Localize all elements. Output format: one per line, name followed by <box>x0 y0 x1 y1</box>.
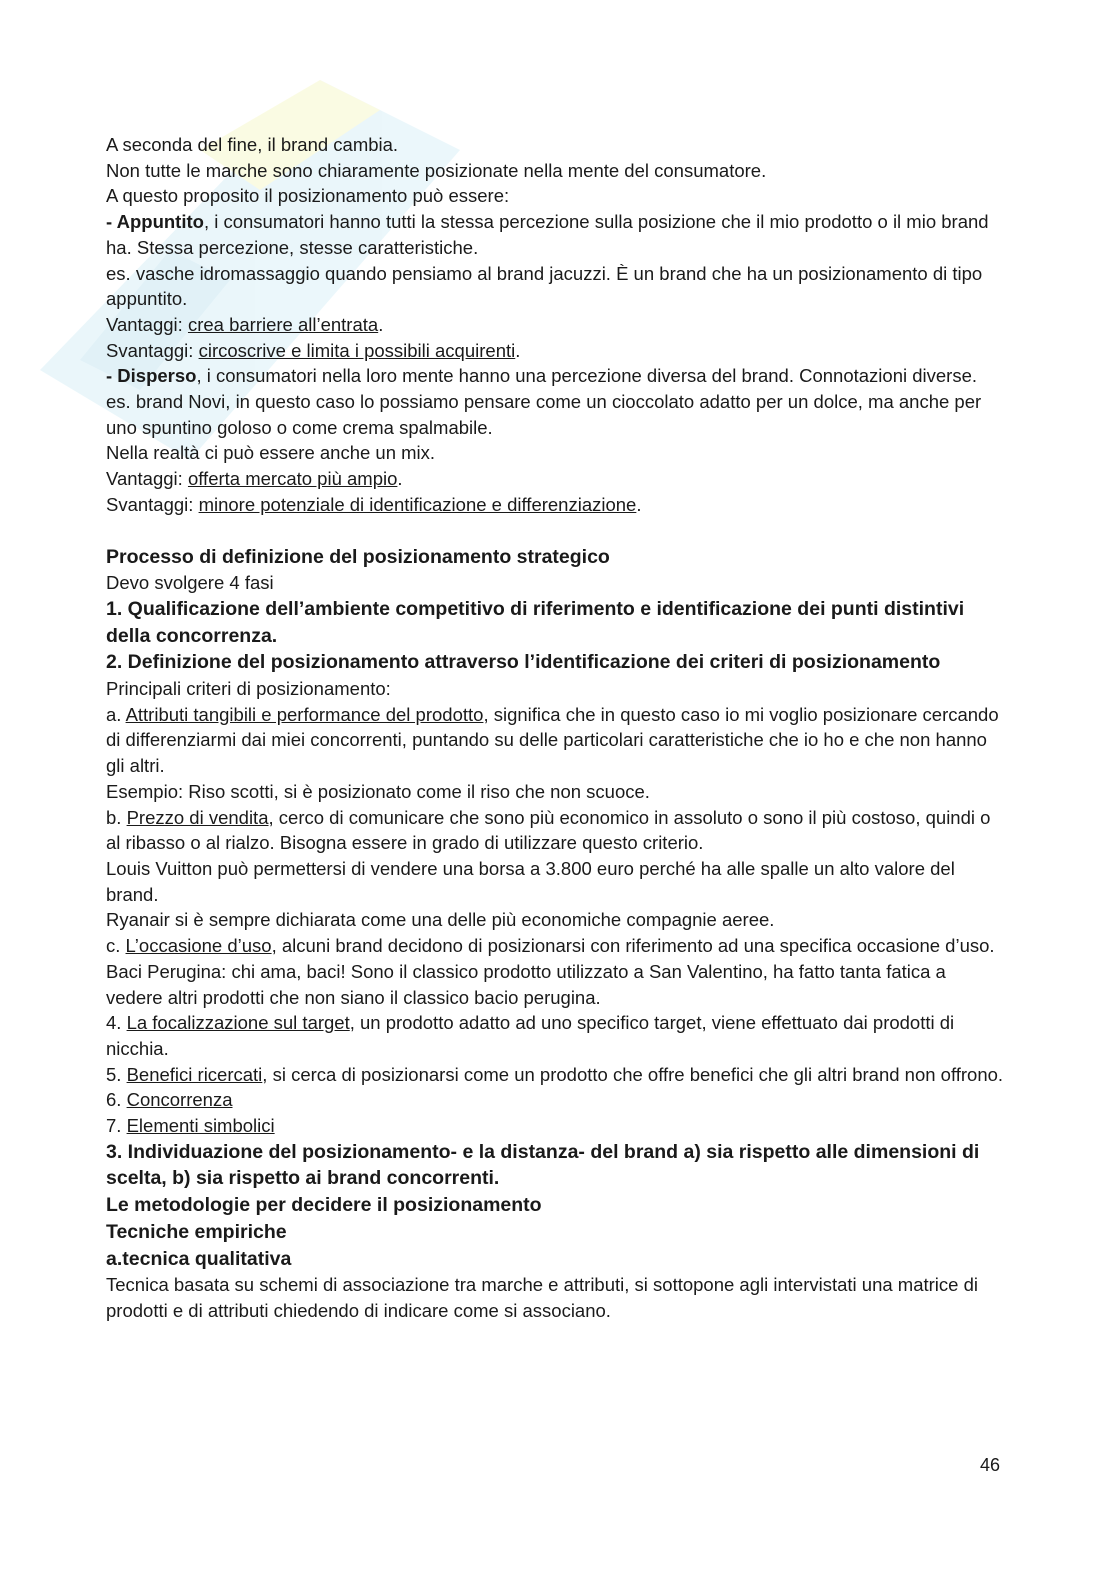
underlined-term: Attributi tangibili e performance del prodotto <box>125 703 484 725</box>
text-span: 4. <box>106 1012 127 1034</box>
text-line <box>106 389 1006 440</box>
text-span: A questo proposito il posizionamento può essere: <box>106 185 510 207</box>
text-line <box>106 1246 1006 1273</box>
text-span: Svantaggi: <box>106 339 199 361</box>
document-body <box>106 132 1006 1324</box>
text-span: Louis Vuitton può permettersi di vendere una borsa a 3.800 euro perché ha alle spalle un alto valore del brand. <box>106 857 955 905</box>
text-line <box>106 492 1006 518</box>
text-line <box>106 649 1006 676</box>
text-line <box>106 544 1006 571</box>
text-line <box>106 1113 1006 1139</box>
text-line <box>106 158 1006 184</box>
text-line <box>106 570 1006 596</box>
paragraph-gap <box>106 518 1006 544</box>
bold-text: Le metodologie per decidere il posizionamento <box>106 1194 542 1217</box>
text-span: , i consumatori nella loro mente hanno una percezione diversa del brand. Connotazioni diverse. <box>196 365 978 387</box>
bold-text: 3. Individuazione del posizionamento- e la distanza- del brand a) sia rispetto alle dimensioni di scelta, b) sia rispetto ai brand concorrenti. <box>106 1140 980 1190</box>
text-span: Vantaggi: <box>106 468 188 490</box>
text-line <box>106 907 1006 933</box>
text-span: Nella realtà ci può essere anche un mix. <box>106 442 436 464</box>
text-line <box>106 440 1006 466</box>
text-line <box>106 132 1006 158</box>
text-span: . <box>636 493 642 515</box>
text-span: , un prodotto adatto ad uno specifico target, viene effettuato dai prodotti di nicchia. <box>106 1012 955 1059</box>
text-span: , significa che in questo caso io mi voglio posizionare cercando di differenziarmi dai miei concorrenti, puntando su delle particolari caratteristiche che io ho e che non hanno gli altri. <box>106 703 999 777</box>
text-line <box>106 1062 1006 1088</box>
bold-text: - Disperso <box>106 365 197 387</box>
bold-text: 2. Definizione del posizionamento attraverso l’identificazione dei criteri di posizionamento <box>106 651 941 674</box>
text-line <box>106 183 1006 209</box>
text-span: Esempio: Riso scotti, si è posizionato come il riso che non scuoce. <box>106 780 650 802</box>
text-span: Vantaggi: <box>106 313 188 335</box>
text-line <box>106 1139 1006 1192</box>
text-line <box>106 779 1006 805</box>
text-span: es. vasche idromassaggio quando pensiamo al brand jacuzzi. È un brand che ha un posizionamento di tipo appuntito. <box>106 262 983 310</box>
text-line <box>106 1087 1006 1113</box>
text-span: 5. <box>106 1063 127 1085</box>
text-span: . <box>397 468 403 490</box>
text-line <box>106 1192 1006 1219</box>
text-span: , cerco di comunicare che sono più economico in assoluto o sono il più costoso, quindi o al ribasso o al rialzo. Bisogna essere in grado di utilizzare questo criterio. <box>106 806 991 854</box>
text-span: Devo svolgere 4 fasi <box>106 572 274 594</box>
underlined-term: minore potenziale di identificazione e differenziazione <box>198 493 637 515</box>
bold-text: - Appuntito <box>106 211 204 233</box>
text-line <box>106 1219 1006 1246</box>
underlined-term: L’occasione d’uso <box>125 935 272 957</box>
page-number: 46 <box>980 1455 1001 1475</box>
text-span: Principali criteri di posizionamento: <box>106 678 391 700</box>
text-line <box>106 466 1006 492</box>
text-line <box>106 363 1006 389</box>
underlined-term: Concorrenza <box>126 1089 233 1111</box>
bold-text: Processo di definizione del posizionamento strategico <box>106 545 610 568</box>
text-span: A seconda del fine, il brand cambia. <box>106 134 399 155</box>
text-span: 6. <box>106 1089 127 1111</box>
text-span: Ryanair si è sempre dichiarata come una delle più economiche compagnie aeree. <box>106 909 775 931</box>
text-line <box>106 209 1006 260</box>
text-span: , si cerca di posizionarsi come un prodotto che offre benefici che gli altri brand non offrono. <box>262 1063 1004 1085</box>
underlined-term: Elementi simbolici <box>126 1115 275 1137</box>
underlined-term: Prezzo di vendita <box>126 806 269 828</box>
bold-text: Tecniche empiriche <box>106 1220 287 1243</box>
bold-text: 1. Qualificazione dell’ambiente competitivo di riferimento e identificazione dei punti distintivi della concorrenza. <box>106 597 965 647</box>
text-span: . <box>515 339 521 361</box>
text-line <box>106 702 1006 779</box>
text-line <box>106 596 1006 649</box>
text-span: b. <box>106 806 127 828</box>
bold-text: a.tecnica qualitativa <box>106 1247 292 1270</box>
text-span: Svantaggi: <box>106 493 199 515</box>
text-span: es. brand Novi, in questo caso lo possiamo pensare come un cioccolato adatto per un dolce, ma anche per uno spuntino goloso o come crema spalmabile. <box>106 391 982 438</box>
underlined-term: crea barriere all’entrata <box>187 313 379 335</box>
text-span: Tecnica basata su schemi di associazione tra marche e attributi, si sottopone agli intervistati una matrice di prodotti e di attributi chiedendo di indicare come si associano. <box>106 1274 978 1321</box>
text-span: . <box>378 313 384 335</box>
text-span: 7. <box>106 1115 127 1137</box>
text-line <box>106 1010 1006 1061</box>
underlined-term: La focalizzazione sul target <box>126 1012 350 1034</box>
text-span: c. <box>106 935 126 957</box>
text-span: , i consumatori hanno tutti la stessa percezione sulla posizione che il mio prodotto o il mio brand ha. Stessa percezione, stesse caratteristiche. <box>106 211 989 258</box>
text-line <box>106 856 1006 907</box>
text-line <box>106 805 1006 856</box>
underlined-term: circoscrive e limita i possibili acquirenti <box>198 339 516 361</box>
text-line <box>106 338 1006 364</box>
text-line <box>106 261 1006 312</box>
underlined-term: offerta mercato più ampio <box>187 468 398 490</box>
text-line <box>106 676 1006 702</box>
text-span: , alcuni brand decidono di posizionarsi con riferimento ad una specifica occasione d’uso. Baci Perugina: chi ama, baci! Sono il classico prodotto utilizzato a San Valentino, ha fatto tanta fatica a vedere altri prodotti che non siano il classico bacio perugina. <box>106 935 995 1008</box>
text-line <box>106 933 1006 1010</box>
text-line <box>106 1272 1006 1323</box>
text-span: a. <box>106 703 126 725</box>
underlined-term: Benefici ricercati <box>126 1063 263 1085</box>
text-line <box>106 312 1006 338</box>
text-span: Non tutte le marche sono chiaramente posizionate nella mente del consumatore. <box>106 159 767 181</box>
